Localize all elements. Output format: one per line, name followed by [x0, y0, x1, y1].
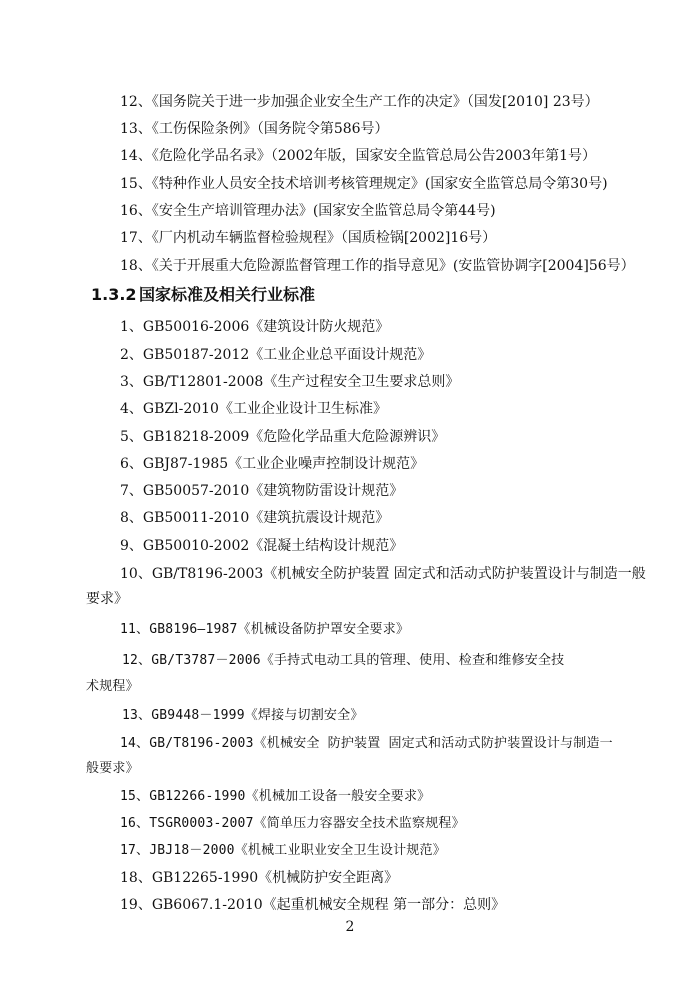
- standard-item: 6、GBJ87-1985《工业企业噪声控制设计规范》: [120, 456, 425, 472]
- standard-item: 3、GB/T12801-2008《生产过程安全卫生要求总则》: [120, 374, 460, 390]
- section-title: 国家标准及相关行业标准: [139, 285, 316, 304]
- regulation-item: 12、《国务院关于进一步加强企业安全生产工作的决定》（国发[2010] 23号）: [120, 94, 599, 110]
- section-heading: [91, 284, 315, 306]
- standard-item: 17、JBJ18－2000《机械工业职业安全卫生设计规范》: [120, 843, 446, 858]
- standard-item: 7、GB50057-2010《建筑物防雷设计规范》: [120, 483, 404, 499]
- standard-item: 10、GB/T8196-2003《机械安全防护装置 固定式和活动式防护装置设计与制造一般: [120, 566, 646, 582]
- standard-item-continuation: 要求》: [86, 591, 128, 607]
- standard-item: 13、GB9448－1999《焊接与切割安全》: [122, 708, 364, 723]
- regulation-item: 16、《安全生产培训管理办法》(国家安全监管总局令第44号): [120, 203, 496, 219]
- regulation-item: 15、《特种作业人员安全技术培训考核管理规定》(国家安全监管总局令第30号): [120, 176, 608, 192]
- regulation-item: 13、《工伤保险条例》（国务院令第586号）: [120, 121, 389, 137]
- standard-item: 16、TSGR0003-2007《简单压力容器安全技术监察规程》: [120, 816, 465, 831]
- standard-item: 5、GB18218-2009《危险化学品重大危险源辨识》: [120, 429, 446, 445]
- section-number: 1.3.2: [91, 285, 137, 304]
- page-number: 2: [345, 919, 355, 935]
- standard-item-continuation: 术规程》: [86, 679, 139, 694]
- standard-item-continuation: 般要求》: [86, 761, 139, 776]
- standard-item: 2、GB50187-2012《工业企业总平面设计规范》: [120, 347, 432, 363]
- standard-item: 9、GB50010-2002《混凝土结构设计规范》: [120, 538, 404, 554]
- standard-item: 1、GB50016-2006《建筑设计防火规范》: [120, 319, 390, 335]
- standard-item: 8、GB50011-2010《建筑抗震设计规范》: [120, 510, 390, 526]
- standard-item: 15、GB12266-1990《机械加工设备一般安全要求》: [120, 789, 431, 804]
- standard-item: 18、GB12265-1990《机械防护安全距离》: [120, 870, 399, 886]
- standard-item: 12、GB/T3787－2006《手持式电动工具的管理、使用、检查和维修安全技: [122, 653, 565, 668]
- standard-item: 14、GB/T8196-2003《机械安全 防护装置 固定式和活动式防护装置设计与制造一: [120, 736, 613, 751]
- regulation-item: 18、《关于开展重大危险源监督管理工作的指导意见》(安监管协调字[2004]56号）: [120, 258, 635, 274]
- regulation-item: 14、《危险化学品名录》（2002年版，国家安全监管总局公告2003年第1号）: [120, 148, 596, 164]
- standard-item: 11、GB8196—1987《机械设备防护罩安全要求》: [120, 622, 410, 637]
- standard-item: 4、GBZl-2010《工业企业设计卫生标准》: [120, 401, 387, 417]
- regulation-item: 17、《厂内机动车辆监督检验规程》（国质检锅[2002]16号）: [120, 230, 497, 246]
- standard-item: 19、GB6067.1-2010《起重机械安全规程 第一部分：总则》: [120, 897, 506, 913]
